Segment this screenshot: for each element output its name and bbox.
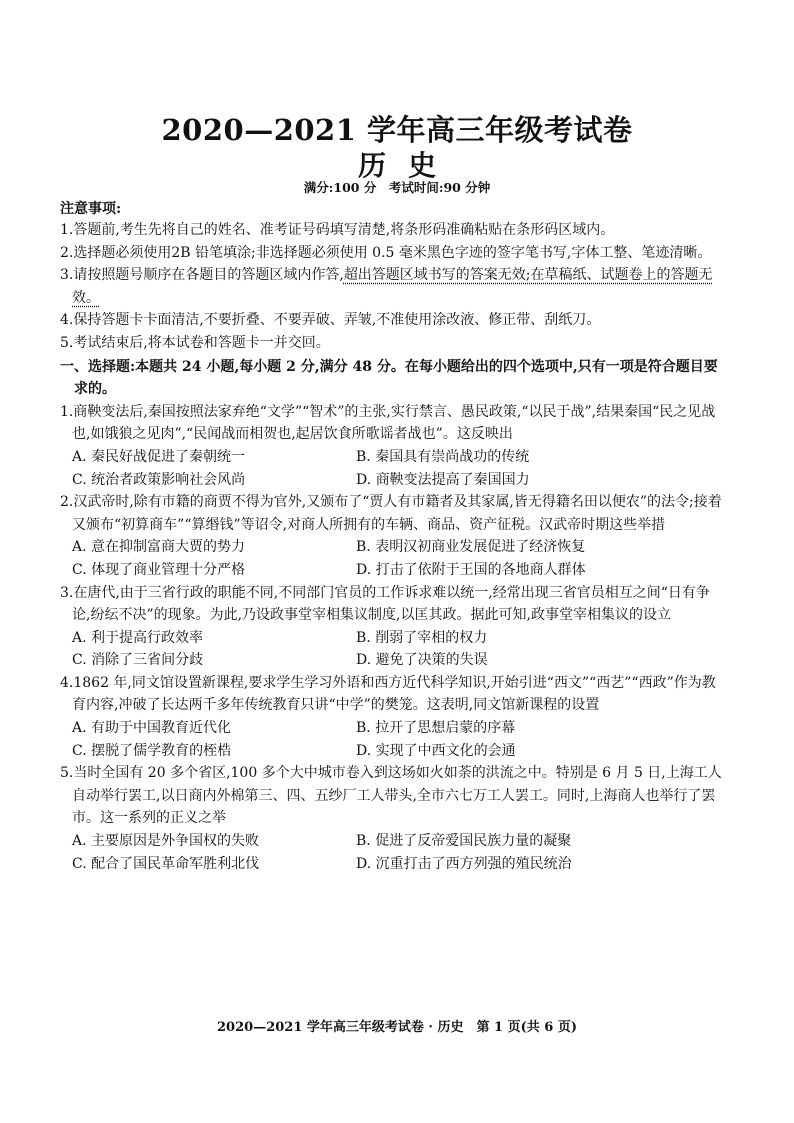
option-d: D. 沉重打击了西方列强的殖民统治: [356, 855, 572, 872]
option-a: A. 有助于中国教育近代化: [72, 720, 232, 737]
question-5: [60, 762, 725, 875]
option-c: C. 消除了三省间分歧: [72, 652, 204, 669]
question-2: [60, 491, 725, 581]
section-heading: 一、选择题:本题共 24 小题,每小题 2 分,满分 48 分。在每小题给出的四个选项中,只有一项是符合题目要求的。: [60, 358, 718, 398]
option-a: A. 利于提高行政效率: [72, 629, 204, 646]
page-footer: 2020—2021 学年高三年级考试卷 · 历史 第 1 页(共 6 页): [217, 1020, 577, 1035]
option-b: B. 拉开了思想启蒙的序幕: [356, 720, 516, 737]
option-b: B. 削弱了宰相的权力: [356, 629, 488, 646]
exam-content: [60, 219, 725, 875]
option-list: [60, 627, 725, 672]
notice-emphasis: 超出答题区域书写的答案无效;在草稿纸、试题卷上的答题无效。: [72, 267, 713, 306]
notice-item-text: 3.请按照题号顺序在各题目的答题区域内作答,: [60, 267, 344, 284]
notice-item: 1.答题前,考生先将自己的姓名、准考证号码填写清楚,将条形码准确粘贴在条形码区域内。: [60, 222, 615, 238]
option-a: A. 秦民好战促进了秦朝统一: [72, 448, 246, 465]
question-1: [60, 401, 725, 491]
notice-item: [60, 264, 725, 309]
option-a: A. 主要原因是外争国权的失败: [72, 833, 260, 850]
question-3: [60, 582, 725, 672]
option-c: C. 体现了商业管理十分严格: [72, 561, 246, 578]
option-d: D. 商鞅变法提高了秦国国力: [356, 471, 530, 488]
option-a: A. 意在抑制富商大贾的势力: [72, 539, 246, 556]
question-stem: 2.汉武帝时,除有市籍的商贾不得为官外,又颁布了“贾人有市籍者及其家属,皆无得籍名田以便农”的法令;接着又颁布“初算商车”“算缗钱”等诏令,对商人所拥有的车辆、商品、资产征税。汉武帝时期这些举措: [60, 494, 722, 533]
option-d: D. 避免了决策的失误: [356, 652, 488, 669]
option-b: B. 表明汉初商业发展促进了经济恢复: [356, 539, 586, 556]
option-list: [60, 717, 725, 762]
question-stem: 5.当时全国有 20 多个省区,100 多个大中城市卷入到这场如火如荼的洪流之中。特别是 6 月 5 日,上海工人自动举行罢工,以日商内外棉第三、四、五纱厂工人带头,全市六七万工人罢工。同时,上海商人也举行了罢市。这一系列的正义之举: [60, 765, 722, 827]
exam-title: 2020—2021 学年高三年级考试卷: [161, 113, 633, 147]
notice-item: 5.考试结束后,将本试卷和答题卡一并交回。: [60, 334, 330, 351]
exam-meta: 满分:100 分 考试时间:90 分钟: [303, 180, 491, 195]
option-c: C. 统治者政策影响社会风尚: [72, 471, 246, 488]
option-d: D. 打击了依附于王国的各地商人群体: [356, 561, 586, 578]
option-list: [60, 446, 725, 491]
option-d: D. 实现了中西文化的会通: [356, 742, 516, 759]
question-stem: 1.商鞅变法后,秦国按照法家弃绝“文学”“智术”的主张,实行禁言、愚民政策,“以民于战”,结果秦国“民之见战也,如饿狼之见肉”,“民闻战而相贺也,起居饮食所歌谣者战也”。这反映出: [60, 403, 716, 443]
question-stem: 3.在唐代,由于三省行政的职能不同,不同部门官员的工作诉求难以统一,经常出现三省官员相互之间“日有争论,纷纭不决”的现象。为此,乃设政事堂宰相集议制度,以匡其政。据此可知,政事堂宰相集议的设立: [60, 584, 710, 624]
notice-item: 2.选择题必须使用2B 铅笔填涂;非选择题必须使用 0.5 毫米黑色字迹的签字笔书写,字体工整、笔迹清晰。: [60, 244, 712, 261]
option-list: [60, 536, 725, 581]
option-c: C. 摆脱了儒学教育的桎梏: [72, 742, 232, 759]
option-b: B. 秦国具有崇尚战功的传统: [356, 448, 530, 465]
notice-item: 4.保持答题卡卡面清洁,不要折叠、不要弄破、弄皱,不准使用涂改液、修正带、刮纸刀。: [60, 312, 601, 329]
option-c: C. 配合了国民革命军胜利北伐: [72, 855, 260, 872]
question-4: [60, 672, 725, 762]
question-stem: 4.1862 年,同文馆设置新课程,要求学生学习外语和西方近代科学知识,开始引进“西文”“西艺”“西政”作为教育内容,冲破了长达两千多年传统教育只讲“中学”的樊笼。这表明,同文馆新课程的设置: [60, 674, 716, 714]
option-list: [60, 830, 725, 875]
option-b: B. 促进了反帝爱国民族力量的凝聚: [356, 833, 572, 850]
subject-title: 历史: [357, 149, 458, 182]
notices-heading: 注意事项:: [60, 201, 122, 217]
